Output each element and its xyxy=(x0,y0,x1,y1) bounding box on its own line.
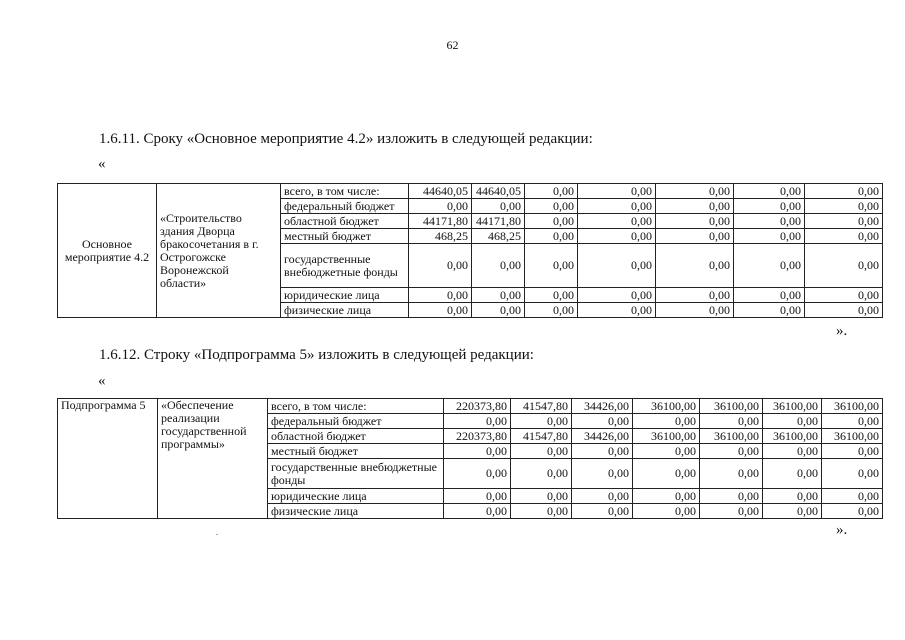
value-cell: 0,00 xyxy=(578,214,656,229)
value-cell: 0,00 xyxy=(578,244,656,288)
value-cell: 36100,00 xyxy=(763,429,822,444)
funding-source-cell: юридические лица xyxy=(281,288,409,303)
table-row xyxy=(58,399,883,414)
value-cell: 0,00 xyxy=(578,184,656,199)
value-cell: 36100,00 xyxy=(633,429,700,444)
value-cell: 34426,00 xyxy=(572,399,633,414)
value-cell: 0,00 xyxy=(734,199,805,214)
stray-mark: . xyxy=(216,528,218,537)
value-cell: 0,00 xyxy=(572,489,633,504)
value-cell: 0,00 xyxy=(822,444,883,459)
value-cell: 0,00 xyxy=(700,414,763,429)
value-cell: 0,00 xyxy=(578,199,656,214)
value-cell: 0,00 xyxy=(734,288,805,303)
value-cell: 0,00 xyxy=(656,184,734,199)
value-cell: 0,00 xyxy=(511,444,572,459)
value-cell: 0,00 xyxy=(734,214,805,229)
section2-heading: 1.6.12. Строку «Подпрограмма 5» изложить в следующей редакции: xyxy=(99,347,534,363)
funding-source-cell: физические лица xyxy=(268,504,444,519)
value-cell: 41547,80 xyxy=(511,399,572,414)
value-cell: 0,00 xyxy=(633,489,700,504)
value-cell: 0,00 xyxy=(805,229,883,244)
value-cell: 0,00 xyxy=(805,244,883,288)
value-cell: 0,00 xyxy=(472,244,525,288)
section2-open-quote: « xyxy=(98,373,106,389)
value-cell: 36100,00 xyxy=(763,399,822,414)
value-cell: 0,00 xyxy=(525,199,578,214)
value-cell: 0,00 xyxy=(805,288,883,303)
value-cell: 0,00 xyxy=(572,459,633,489)
value-cell: 44640,05 xyxy=(409,184,472,199)
funding-source-cell: юридические лица xyxy=(268,489,444,504)
value-cell: 0,00 xyxy=(822,459,883,489)
value-cell: 220373,80 xyxy=(444,429,511,444)
value-cell: 0,00 xyxy=(805,214,883,229)
event-label-cell: Подпрограмма 5 xyxy=(58,399,158,519)
value-cell: 0,00 xyxy=(700,444,763,459)
value-cell: 0,00 xyxy=(444,489,511,504)
value-cell: 36100,00 xyxy=(822,429,883,444)
value-cell: 0,00 xyxy=(700,504,763,519)
value-cell: 0,00 xyxy=(472,288,525,303)
value-cell: 0,00 xyxy=(578,229,656,244)
value-cell: 36100,00 xyxy=(700,399,763,414)
value-cell: 34426,00 xyxy=(572,429,633,444)
funding-source-cell: физические лица xyxy=(281,303,409,318)
value-cell: 0,00 xyxy=(572,504,633,519)
value-cell: 0,00 xyxy=(734,244,805,288)
value-cell: 0,00 xyxy=(409,199,472,214)
value-cell: 0,00 xyxy=(656,229,734,244)
value-cell: 0,00 xyxy=(511,459,572,489)
event-name-cell: «Строительство здания Дворца бракосочетания в г. Острогожске Воронежской области» xyxy=(157,184,281,318)
value-cell: 0,00 xyxy=(444,459,511,489)
value-cell: 0,00 xyxy=(525,303,578,318)
value-cell: 0,00 xyxy=(763,459,822,489)
value-cell: 220373,80 xyxy=(444,399,511,414)
value-cell: 0,00 xyxy=(700,489,763,504)
value-cell: 0,00 xyxy=(472,199,525,214)
value-cell: 0,00 xyxy=(822,489,883,504)
value-cell: 0,00 xyxy=(572,414,633,429)
value-cell: 0,00 xyxy=(656,199,734,214)
value-cell: 0,00 xyxy=(763,489,822,504)
value-cell: 0,00 xyxy=(734,229,805,244)
section2-close-quote: ». xyxy=(836,522,848,538)
funding-source-cell: областной бюджет xyxy=(281,214,409,229)
value-cell: 0,00 xyxy=(700,459,763,489)
funding-source-cell: федеральный бюджет xyxy=(268,414,444,429)
value-cell: 36100,00 xyxy=(633,399,700,414)
value-cell: 0,00 xyxy=(633,444,700,459)
value-cell: 0,00 xyxy=(511,489,572,504)
value-cell: 36100,00 xyxy=(700,429,763,444)
value-cell: 0,00 xyxy=(633,459,700,489)
value-cell: 0,00 xyxy=(656,303,734,318)
value-cell: 0,00 xyxy=(734,184,805,199)
value-cell: 0,00 xyxy=(472,303,525,318)
section1-close-quote: ». xyxy=(836,323,848,339)
value-cell: 36100,00 xyxy=(822,399,883,414)
value-cell: 468,25 xyxy=(472,229,525,244)
value-cell: 0,00 xyxy=(525,288,578,303)
section1-heading: 1.6.11. Сроку «Основное мероприятие 4.2» изложить в следующей редакции: xyxy=(99,131,593,147)
value-cell: 0,00 xyxy=(578,288,656,303)
value-cell: 0,00 xyxy=(525,229,578,244)
event-name-cell: «Обеспечение реализации государственной программы» xyxy=(158,399,268,519)
funding-source-cell: государственные внебюджетные фонды xyxy=(268,459,444,489)
value-cell: 0,00 xyxy=(444,414,511,429)
value-cell: 0,00 xyxy=(822,414,883,429)
value-cell: 0,00 xyxy=(656,288,734,303)
value-cell: 0,00 xyxy=(511,504,572,519)
value-cell: 0,00 xyxy=(444,504,511,519)
value-cell: 0,00 xyxy=(409,244,472,288)
value-cell: 0,00 xyxy=(578,303,656,318)
value-cell: 41547,80 xyxy=(511,429,572,444)
value-cell: 0,00 xyxy=(805,184,883,199)
value-cell: 0,00 xyxy=(409,303,472,318)
funding-source-cell: всего, в том числе: xyxy=(268,399,444,414)
value-cell: 0,00 xyxy=(525,184,578,199)
value-cell: 0,00 xyxy=(511,414,572,429)
value-cell: 0,00 xyxy=(656,214,734,229)
value-cell: 0,00 xyxy=(805,303,883,318)
funding-source-cell: областной бюджет xyxy=(268,429,444,444)
page-number: 62 xyxy=(446,38,459,52)
funding-source-cell: всего, в том числе: xyxy=(281,184,409,199)
value-cell: 468,25 xyxy=(409,229,472,244)
value-cell: 0,00 xyxy=(525,214,578,229)
value-cell: 0,00 xyxy=(805,199,883,214)
value-cell: 0,00 xyxy=(763,414,822,429)
funding-source-cell: государственные внебюджетные фонды xyxy=(281,244,409,288)
value-cell: 0,00 xyxy=(633,504,700,519)
value-cell: 0,00 xyxy=(656,244,734,288)
value-cell: 0,00 xyxy=(763,504,822,519)
event-label-cell: Основное мероприятие 4.2 xyxy=(58,184,157,318)
section1-open-quote: « xyxy=(98,156,106,172)
value-cell: 0,00 xyxy=(525,244,578,288)
funding-source-cell: федеральный бюджет xyxy=(281,199,409,214)
value-cell: 0,00 xyxy=(734,303,805,318)
value-cell: 44640,05 xyxy=(472,184,525,199)
value-cell: 0,00 xyxy=(572,444,633,459)
value-cell: 0,00 xyxy=(444,444,511,459)
value-cell: 0,00 xyxy=(763,444,822,459)
table-row xyxy=(58,184,883,199)
value-cell: 44171,80 xyxy=(472,214,525,229)
funding-source-cell: местный бюджет xyxy=(281,229,409,244)
value-cell: 0,00 xyxy=(822,504,883,519)
value-cell: 0,00 xyxy=(633,414,700,429)
value-cell: 0,00 xyxy=(409,288,472,303)
value-cell: 44171,80 xyxy=(409,214,472,229)
section1-table xyxy=(57,183,883,318)
funding-source-cell: местный бюджет xyxy=(268,444,444,459)
section2-table xyxy=(57,398,883,519)
